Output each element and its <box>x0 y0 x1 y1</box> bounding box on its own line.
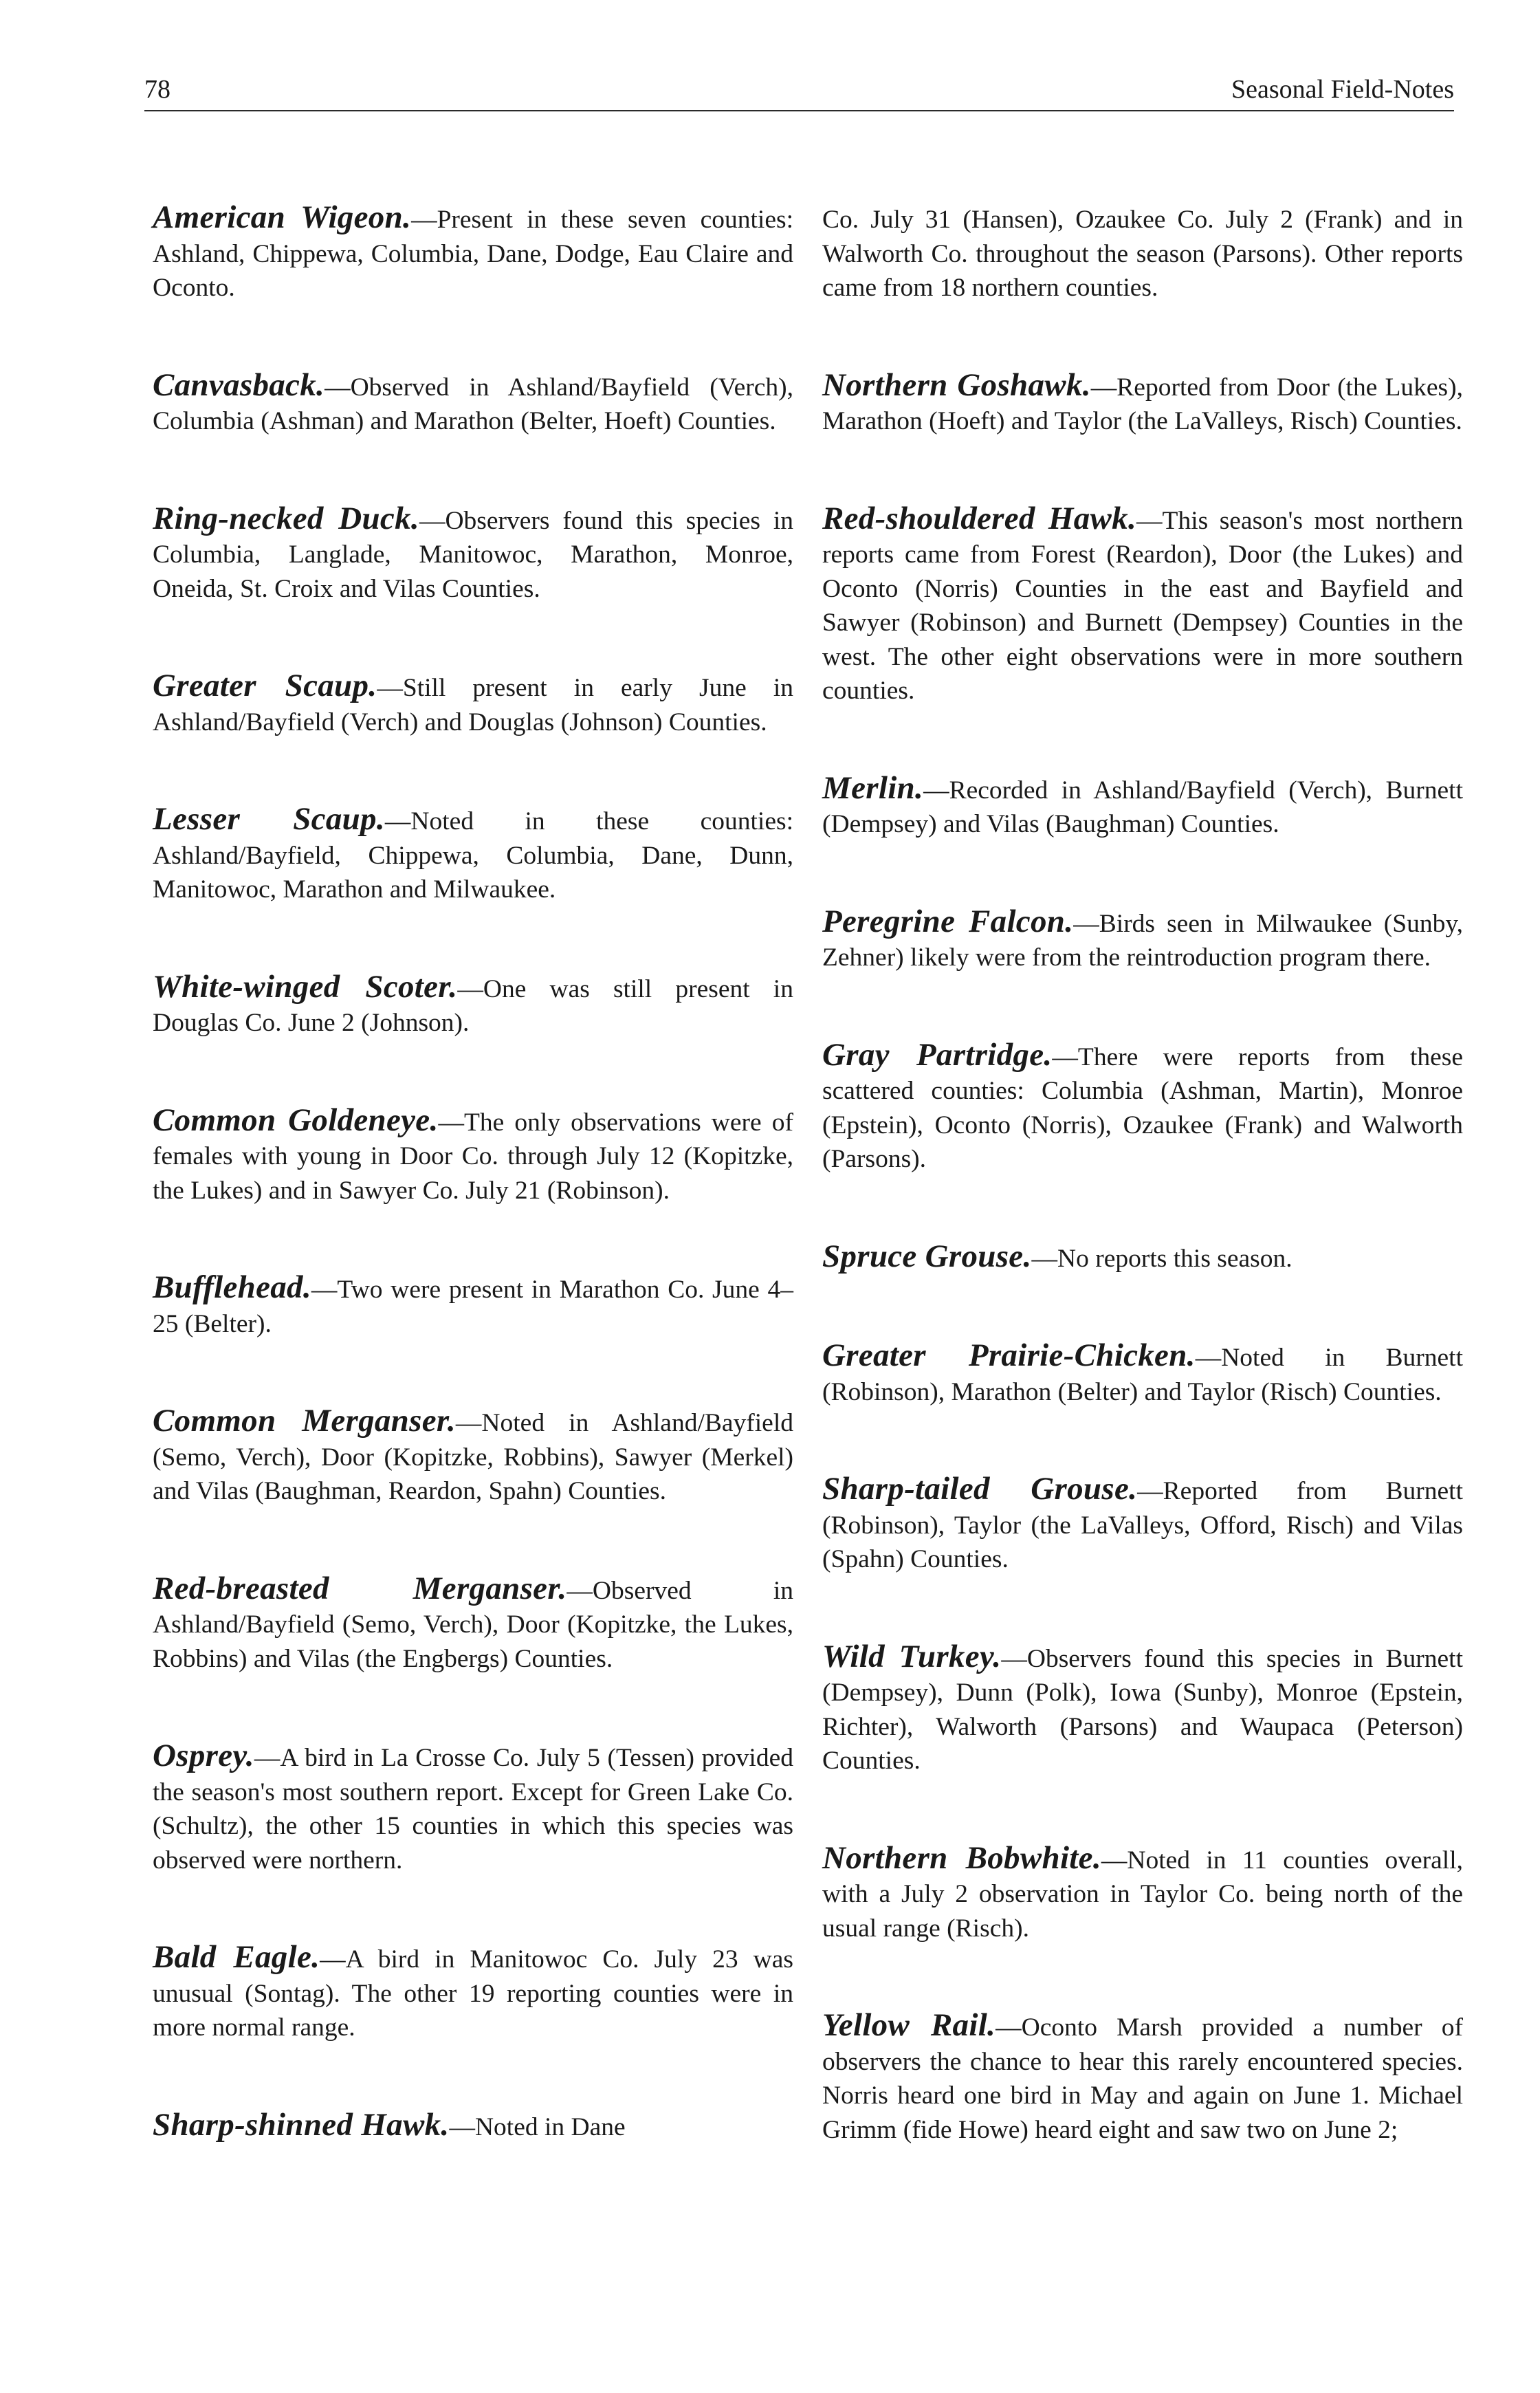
species-note: —Present in these seven counties: Ashland, Chippewa, Columbia, Dane, Dodge, Eau Claire and Oconto. <box>153 206 793 302</box>
species-note: —Observed in Ashland/Bayfield (Semo, Verch), Door (Kopitzke, the Lukes, Robbins) and Vilas (the Engbergs) Counties. <box>153 1576 793 1673</box>
species-name: Sharp-tailed Grouse. <box>822 1471 1138 1507</box>
species-name: Lesser Scaup. <box>153 801 385 837</box>
species-note: —Observers found this species in Columbia, Langlade, Manitowoc, Marathon, Monroe, Oneida, St. Croix and Vilas Counties. <box>153 506 793 603</box>
species-note: —A bird in Manitowoc Co. July 23 was unusual (Sontag). The other 19 reporting counties were in more normal range. <box>153 1945 793 2042</box>
species-entry <box>153 1739 793 1877</box>
species-entry <box>153 970 793 1040</box>
species-note: —Two were present in Marathon Co. June 4–25 (Belter). <box>153 1276 793 1338</box>
species-entry <box>822 502 1463 708</box>
species-entry <box>153 1271 793 1341</box>
species-entry <box>822 1038 1463 1177</box>
species-entry <box>153 802 793 907</box>
species-name: Wild Turkey. <box>822 1638 1002 1674</box>
species-note: —Noted in Burnett (Robinson), Marathon (Belter) and Taylor (Risch) Counties. <box>822 1344 1463 1406</box>
left-column <box>153 201 793 2144</box>
species-entry <box>822 1839 1463 1946</box>
species-name: Yellow Rail. <box>822 2007 996 2043</box>
species-entry-continued <box>822 201 1463 305</box>
species-entry <box>822 1640 1463 1778</box>
page-number: 78 <box>144 75 170 104</box>
species-note: —There were reports from these scattered counties: Columbia (Ashman, Martin), Monroe (Epstein), Oconto (Norris), Ozaukee (Frank) and Walworth (Parsons). <box>822 1042 1463 1173</box>
running-title: Seasonal Field-Notes <box>1231 75 1454 104</box>
species-entry <box>153 669 793 739</box>
species-note: —No reports this season. <box>1031 1244 1292 1273</box>
page-header <box>144 69 1454 111</box>
right-column <box>822 201 1463 2147</box>
species-name: Red-breasted Merganser. <box>153 1570 567 1606</box>
species-name: Canvasback. <box>153 367 325 403</box>
species-note: —Noted in Ashland/Bayfield (Semo, Verch), Door (Kopitzke, Robbins), Sawyer (Merkel) and Vilas (Baughman, Reardon, Spahn) Counties. <box>153 1409 794 1505</box>
species-name: Northern Bobwhite. <box>822 1839 1101 1876</box>
species-name: Gray Partridge. <box>822 1036 1053 1073</box>
species-note: —One was still present in Douglas Co. June 2 (Johnson). <box>153 974 793 1037</box>
species-note: —Birds seen in Milwaukee (Sunby, Zehner) likely were from the reintroduction program there. <box>822 909 1464 972</box>
species-name: Greater Scaup. <box>153 668 377 703</box>
species-note: —Recorded in Ashland/Bayfield (Verch), Burnett (Dempsey) and Vilas (Baughman) Counties. <box>822 776 1463 838</box>
species-entry <box>822 1472 1463 1577</box>
species-entry <box>153 1941 793 2045</box>
species-note: —Noted in Dane <box>449 2112 626 2141</box>
species-name: Northern Goshawk. <box>822 367 1091 403</box>
species-name: Merlin. <box>822 769 924 806</box>
species-name: Bufflehead. <box>153 1269 311 1305</box>
species-note: —Observed in Ashland/Bayfield (Verch), Columbia (Ashman) and Marathon (Belter, Hoeft) Counties. <box>153 373 793 435</box>
species-note: —A bird in La Crosse Co. July 5 (Tessen) provided the season's most southern report. Except for Green Lake Co. (Schultz), the other 15 counties in which this species was observed were northern. <box>153 1744 793 1875</box>
species-entry <box>153 1572 793 1676</box>
species-note: Co. July 31 (Hansen), Ozaukee Co. July 2 (Frank) and in Walworth Co. throughout the season (Parsons). Other reports came from 18 northern counties. <box>822 206 1463 302</box>
species-entry <box>822 1339 1463 1409</box>
species-note: —Observers found this species in Burnett (Dempsey), Dunn (Polk), Iowa (Sunby), Monroe (Epstein, Richter), Walworth (Parsons) and Waupaca (Peterson) Counties. <box>822 1644 1463 1775</box>
species-name: Ring-necked Duck. <box>153 500 419 536</box>
species-name: Sharp-shinned Hawk. <box>153 2106 450 2143</box>
species-note: —This season's most northern reports came from Forest (Reardon), Door (the Lukes) and Oconto (Norris) Counties in the east and Bayfield and Sawyer (Robinson) and Burnett (Dempsey) Counties in the west. The other eight observations were in more southern counties. <box>822 506 1463 705</box>
species-name: Bald Eagle. <box>153 1939 320 1975</box>
species-name: American Wigeon. <box>153 199 412 235</box>
species-entry <box>822 369 1463 439</box>
species-entry <box>153 369 793 439</box>
species-name: Greater Prairie-Chicken. <box>822 1337 1196 1373</box>
species-name: Osprey. <box>153 1738 254 1773</box>
species-name: Common Merganser. <box>153 1403 456 1439</box>
species-note: —Still present in early June in Ashland/Bayfield (Verch) and Douglas (Johnson) Counties. <box>153 674 793 736</box>
species-name: Red-shouldered Hawk. <box>822 500 1137 536</box>
species-note: —Noted in these counties: Ashland/Bayfield, Chippewa, Columbia, Dane, Dunn, Manitowoc, Marathon and Milwaukee. <box>153 807 793 904</box>
species-entry <box>153 1104 793 1208</box>
species-note: —Oconto Marsh provided a number of observers the chance to hear this rarely encountered species. Norris heard one bird in May and again on June 1. Michael Grimm (fide Howe) heard eight and saw two on June 2; <box>822 2013 1463 2144</box>
species-note: —Noted in 11 counties overall, with a July 2 observation in Taylor Co. being north of the usual range (Risch). <box>822 1846 1463 1943</box>
species-note: —The only observations were of females with young in Door Co. through July 12 (Kopitzke, the Lukes) and in Sawyer Co. July 21 (Robinson). <box>153 1108 793 1205</box>
species-entry <box>153 502 793 607</box>
species-note: —Reported from Burnett (Robinson), Taylor (the LaValleys, Offord, Risch) and Vilas (Spahn) Counties. <box>822 1477 1463 1573</box>
species-entry <box>822 905 1463 975</box>
species-entry <box>822 2009 1463 2147</box>
species-name: Spruce Grouse. <box>822 1238 1032 1274</box>
species-entry <box>153 201 793 305</box>
species-name: Peregrine Falcon. <box>822 903 1074 939</box>
species-note: —Reported from Door (the Lukes), Marathon (Hoeft) and Taylor (the LaValleys, Risch) Counties. <box>822 373 1464 435</box>
species-entry <box>153 2108 793 2145</box>
species-entry <box>822 769 1463 842</box>
species-name: White-winged Scoter. <box>153 968 458 1005</box>
species-entry <box>822 1240 1463 1276</box>
species-name: Common Goldeneye. <box>153 1102 439 1138</box>
species-entry <box>153 1404 793 1509</box>
